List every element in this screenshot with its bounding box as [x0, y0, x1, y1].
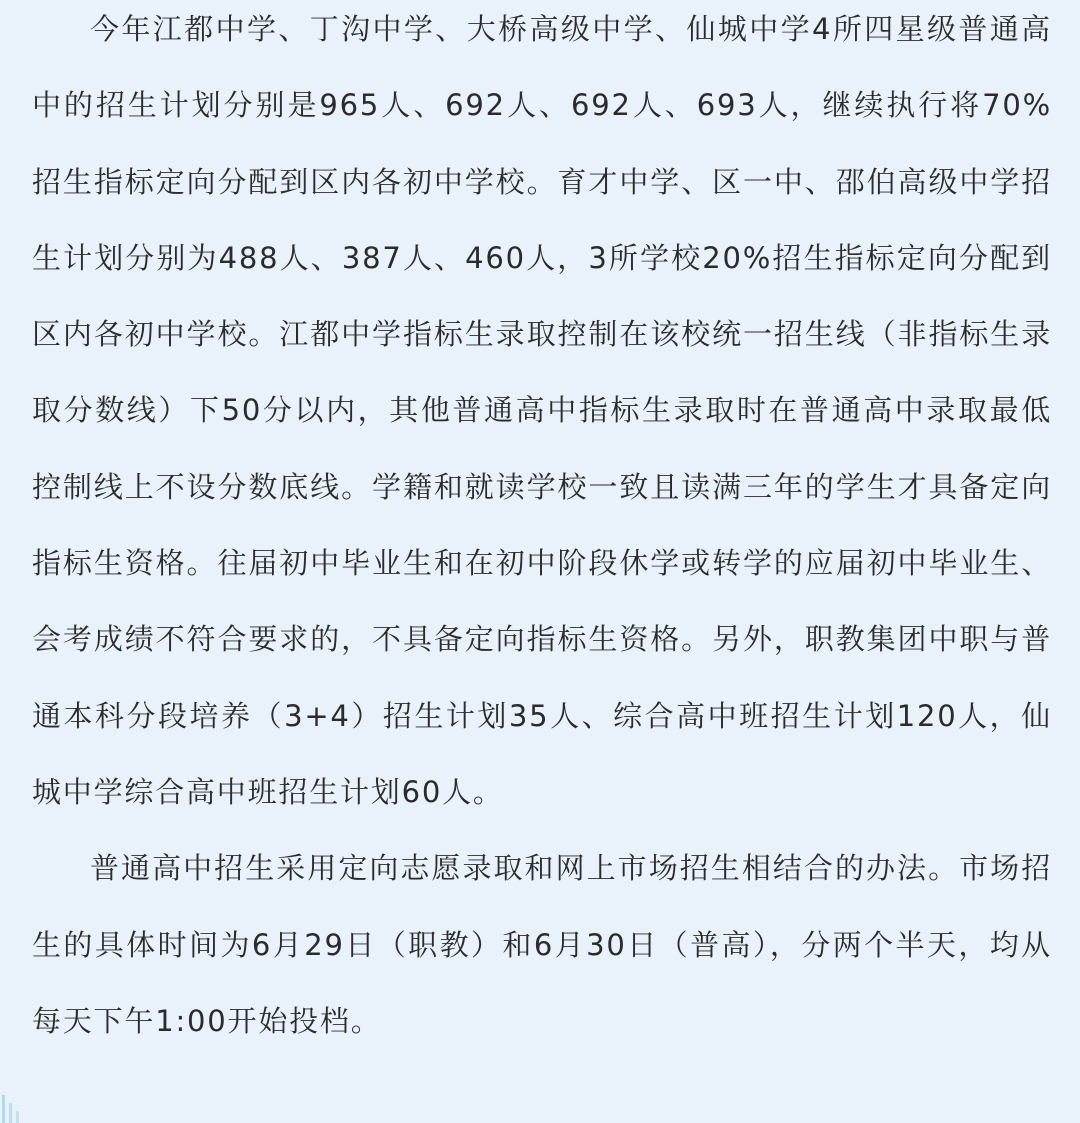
article-paragraph-2: 普通高中招生采用定向志愿录取和网上市场招生相结合的办法。市场招生的具体时间为6月29日（职教）和6月30日（普高），分两个半天，均从每天下午1:00开始投档。 [32, 851, 1052, 1038]
article-body [32, 0, 1052, 1059]
corner-decoration-icon [0, 1089, 20, 1123]
article-paragraph-1: 今年江都中学、丁沟中学、大桥高级中学、仙城中学4所四星级普通高中的招生计划分别是965人、692人、692人、693人，继续执行将70%招生指标定向分配到区内各初中学校。育才中学、区一中、邵伯高级中学招生计划分别为488人、387人、460人，3所学校20%招生指标定向分配到区内各初中学校。江都中学指标生录取控制在该校统一招生线（非指标生录取分数线）下50分以内，其他普通高中指标生录取时在普通高中录取最低控制线上不设分数底线。学籍和就读学校一致且读满三年的学生才具备定向指标生资格。往届初中毕业生和在初中阶段休学或转学的应届初中毕业生、会考成绩不符合要求的，不具备定向指标生资格。另外，职教集团中职与普通本科分段培养（3+4）招生计划35人、综合高中班招生计划120人，仙城中学综合高中班招生计划60人。 [32, 12, 1052, 809]
